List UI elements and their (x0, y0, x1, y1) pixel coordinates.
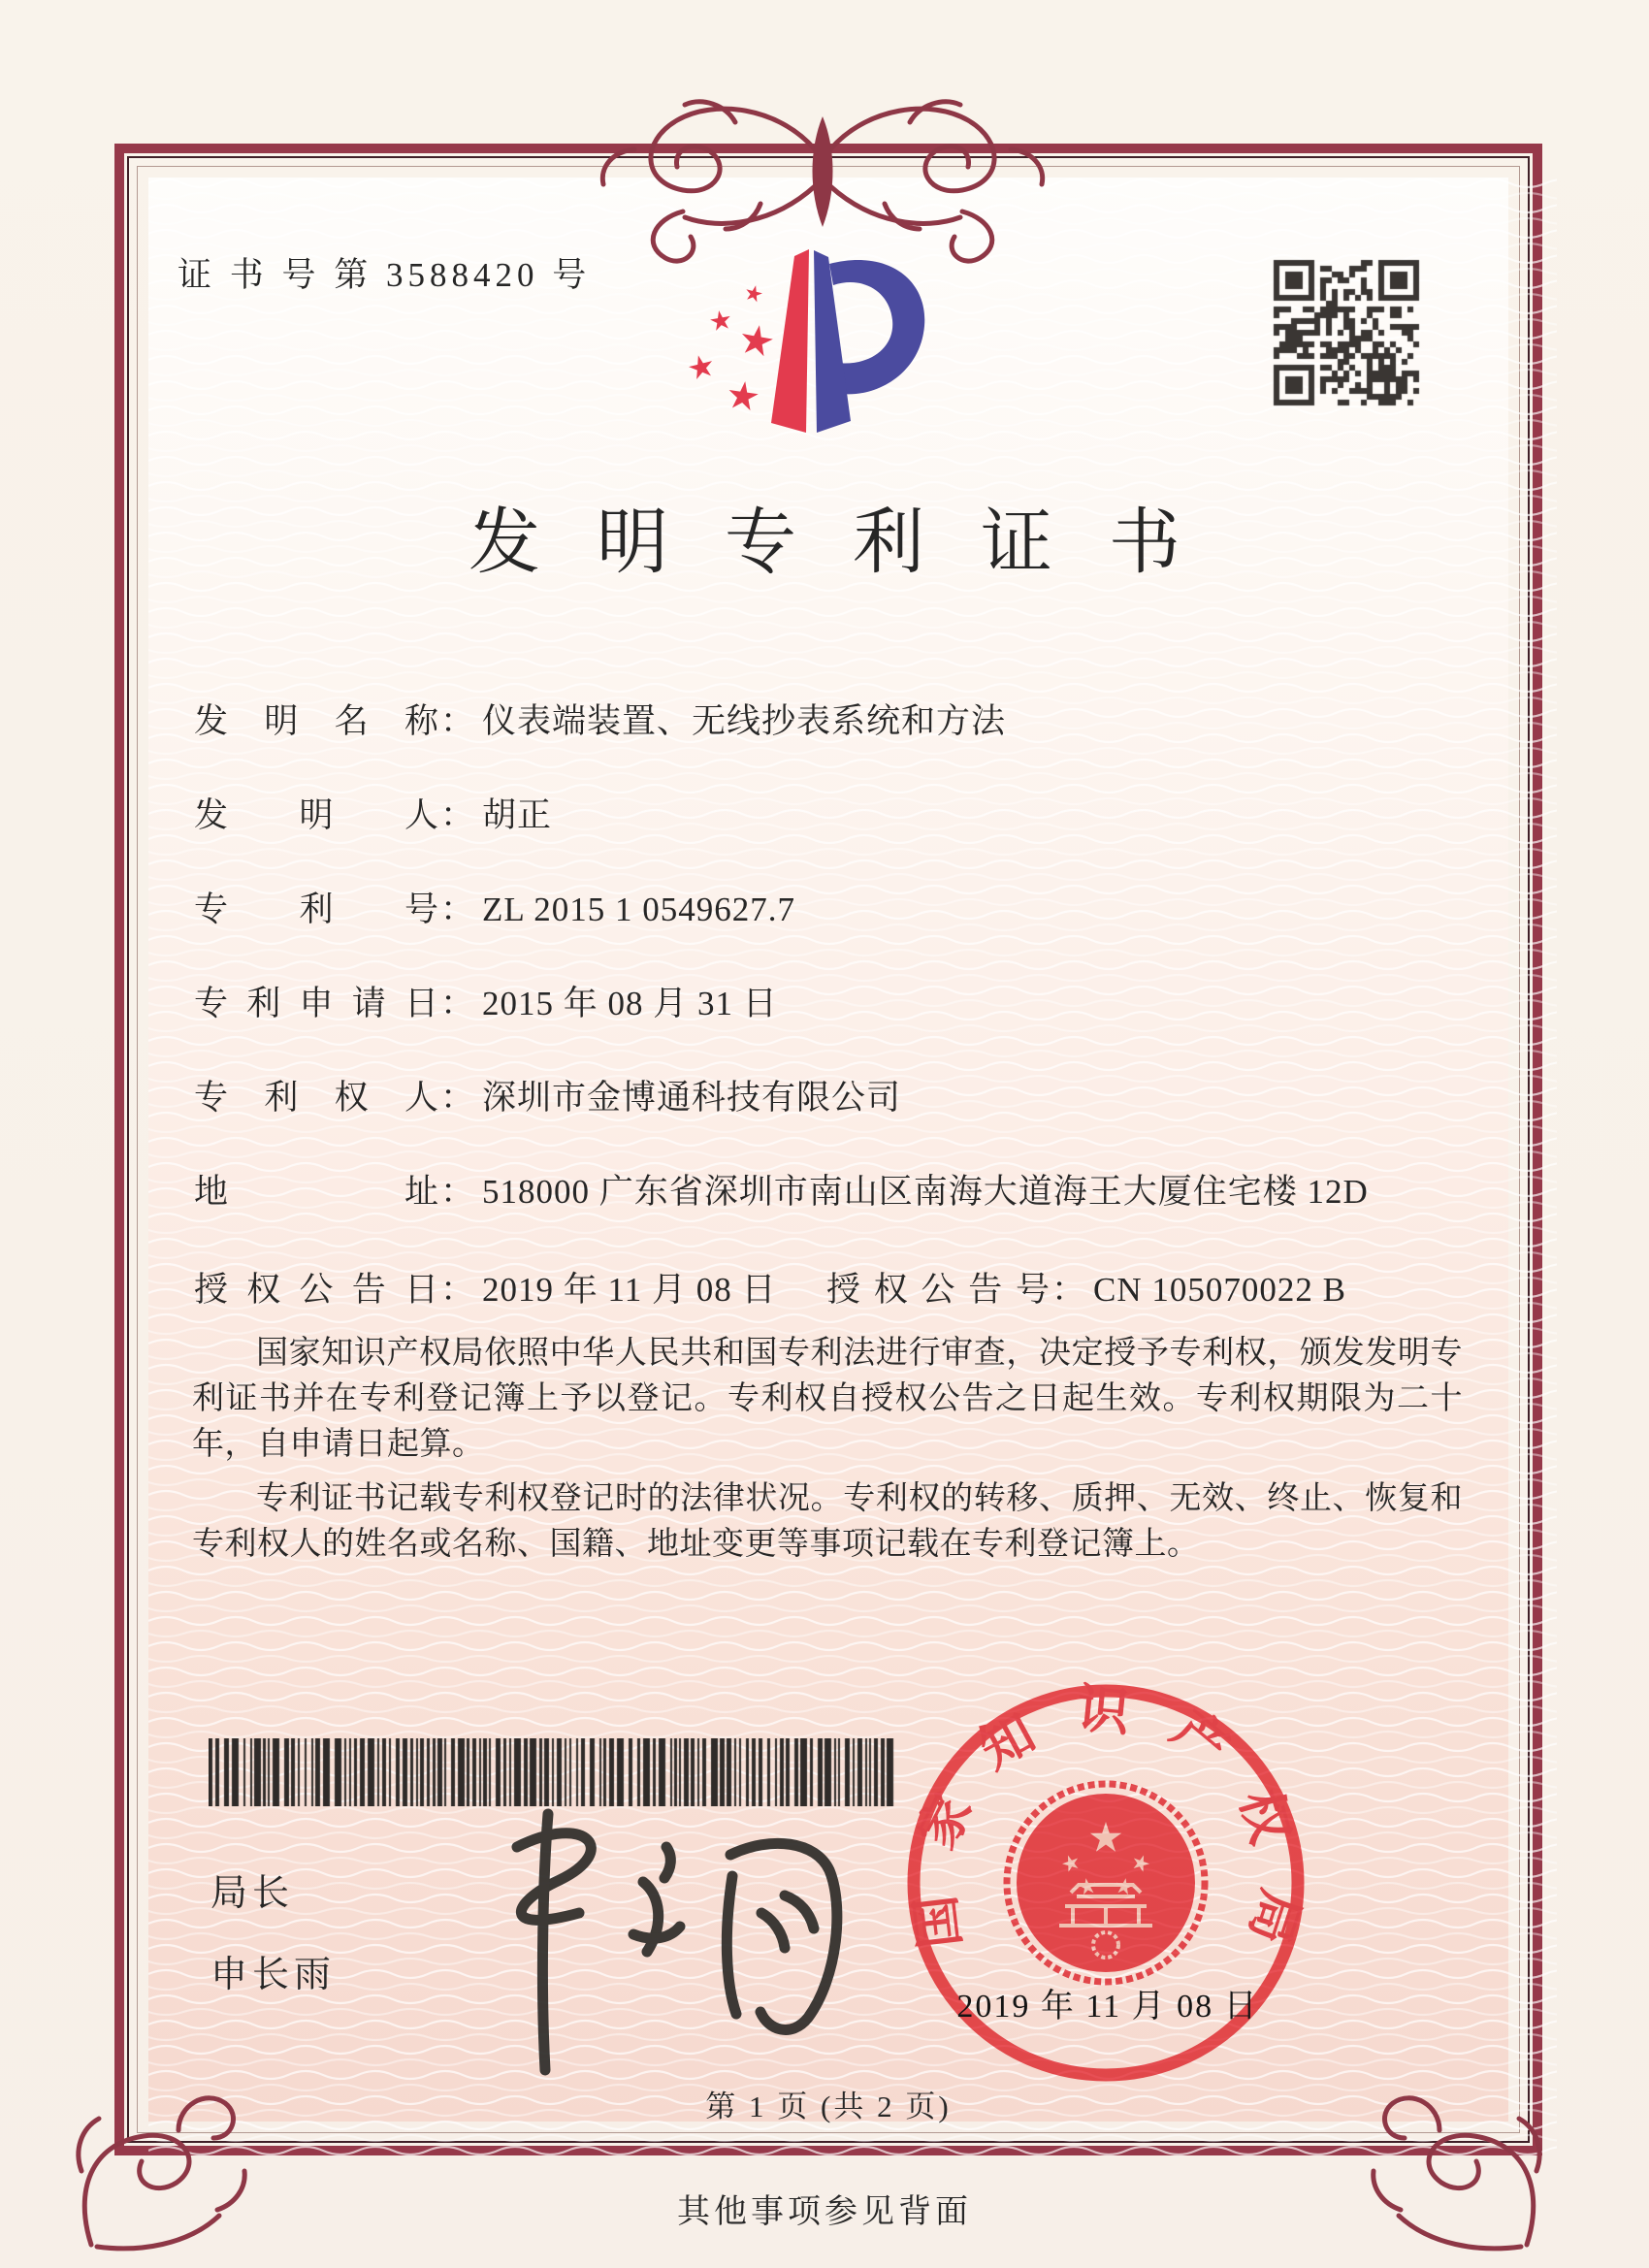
field-grant-publication-no: 授权公告号： CN 105070022 B (826, 1263, 1346, 1312)
field-row-patentee: 专利权人： 深圳市金博通科技有限公司 (194, 1071, 1474, 1119)
logo-stars (687, 283, 775, 411)
certificate-number: 证 书 号 第 3588420 号 (178, 256, 592, 294)
field-row-inventor: 发明人： 胡正 (194, 789, 1474, 837)
field-row-invention-name: 发明名称： 仪表端装置、无线抄表系统和方法 (194, 695, 1474, 743)
seal-date: 2019 年 11 月 08 日 (956, 1989, 1259, 2025)
page-number: 第 1 页 (共 2 页) (705, 2090, 952, 2123)
commissioner-title: 局长 (210, 1873, 295, 1914)
seal-text: 国家知识产权局 (901, 1679, 1310, 1989)
field-value: 518000 广东省深圳市南山区南海大道海王大厦住宅楼 12D (482, 1173, 1369, 1211)
field-row-filing-date: 专利申请日： 2015 年 08 月 31 日 (194, 977, 1474, 1025)
legal-paragraph: 国家知识产权局依照中华人民共和国专利法进行审查，决定授予专利权，颁发发明专利证书并在专利登记簿上予以登记。专利权自授权公告之日起生效。专利权期限为二十年，自申请日起算。 (192, 1336, 1463, 1462)
field-label: 地址 (194, 1173, 438, 1211)
field-value: 仪表端装置、无线抄表系统和方法 (482, 702, 1007, 740)
field-label: 授权公告日 (194, 1271, 438, 1309)
field-value: 胡正 (482, 796, 553, 834)
qr-code (1268, 254, 1425, 411)
field-value: 2019 年 11 月 08 日 (482, 1271, 777, 1309)
commissioner-name: 申长雨 (210, 1955, 337, 1995)
field-label: 专利申请日 (194, 985, 438, 1022)
field-label: 授权公告号 (826, 1271, 1050, 1309)
field-row-patent-number: 专利号： ZL 2015 1 0549627.7 (194, 883, 1474, 931)
field-row-address: 地址： 518000 广东省深圳市南山区南海大道海王大厦住宅楼 12D (194, 1165, 1474, 1214)
legal-text-block (192, 1331, 1463, 1568)
field-value: 2015 年 08 月 31 日 (482, 985, 778, 1022)
field-row-grant-date: 授权公告日： 2019 年 11 月 08 日 授权公告号： CN 105070022 B (194, 1263, 1474, 1312)
field-value: ZL 2015 1 0549627.7 (482, 891, 795, 928)
handwritten-signature (441, 1787, 858, 2078)
certificate-title (0, 485, 1649, 588)
field-label: 专利号 (194, 891, 438, 928)
field-value: 深圳市金博通科技有限公司 (482, 1079, 902, 1117)
national-emblem (1007, 1784, 1205, 1982)
field-label: 发明名称 (194, 702, 438, 740)
field-label: 发明人 (194, 796, 438, 834)
cnipa-patent-logo (684, 241, 936, 448)
back-side-note: 其他事项参见背面 (677, 2194, 972, 2230)
certificate-title-text: 发明专利证书 (469, 503, 1237, 583)
legal-paragraph: 专利证书记载专利权登记时的法律状况。专利权的转移、质押、无效、终止、恢复和专利权人的姓名或名称、国籍、地址变更等事项记载在专利登记簿上。 (192, 1481, 1463, 1562)
field-label: 专利权人 (194, 1079, 438, 1117)
field-value: CN 105070022 B (1093, 1271, 1346, 1309)
cnipa-round-seal (897, 1674, 1314, 2091)
